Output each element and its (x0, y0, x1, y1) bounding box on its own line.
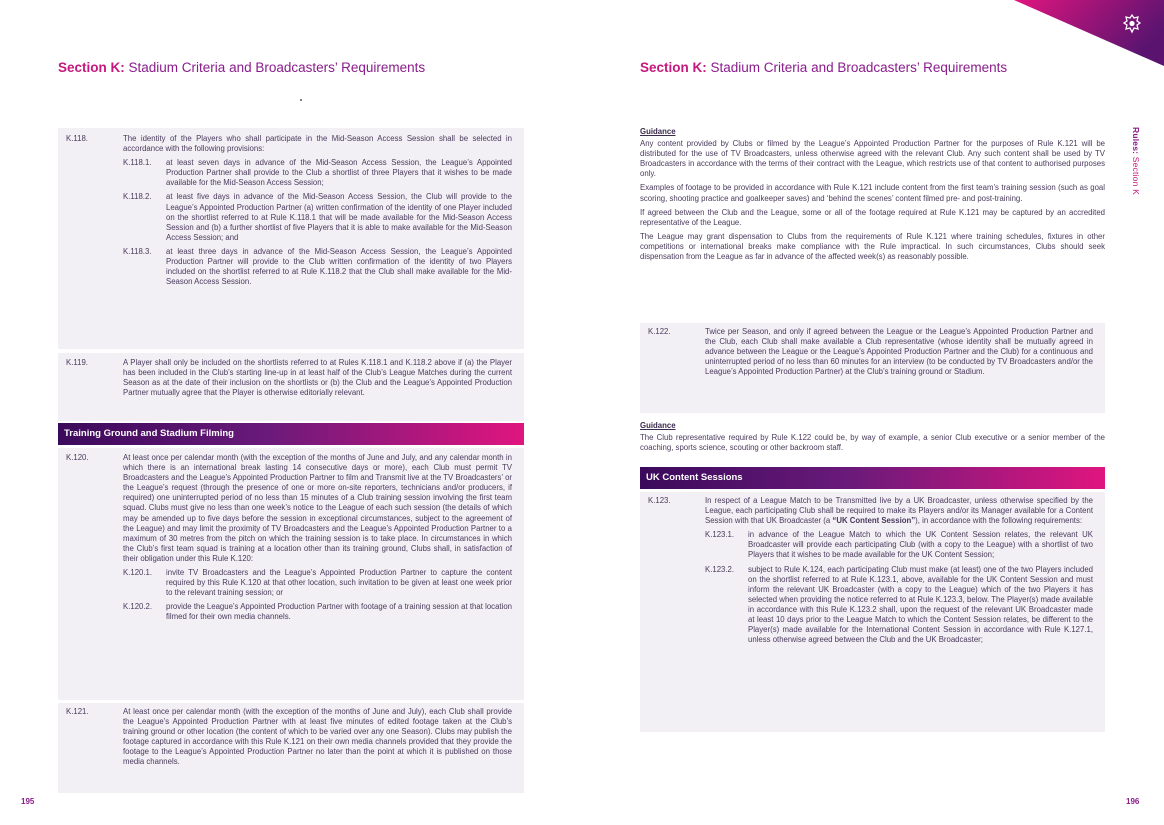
rule-text: At least once per calendar month (with the exception of the months of June and July), each Club shall provide the League’s Appointed Production Partner with at least five minutes of edited footage taken at the Club’s training ground or other location (the content of which to be varied over any one Season). Clubs may publish the footage captured in accordance with this Rule K.121 on their own media channels provided that they provide the footage to the League’s Appointed Production Partner no later than the point at which it is published on those media channels. (123, 707, 512, 767)
sub-rule-number: K.120.2. (123, 602, 153, 612)
page-mark-dot (300, 99, 302, 101)
guidance-title: Guidance (640, 421, 676, 430)
sub-rule-number: K.123.1. (705, 530, 735, 540)
rule-number: K.122. (648, 327, 671, 336)
rule-number: K.118. (66, 134, 88, 143)
sub-rule-number: K.118.1. (123, 158, 152, 168)
guidance-paragraph: The League may grant dispensation to Clubs from the requirements of Rule K.121 where training schedules, fixtures in other competitions or international breaks make compliance with the Rule impractical. In such circumstances, Clubs should seek dispensation from the League as far in advance of the affected week(s) as reasonably possible. (640, 231, 1105, 262)
rule-k119 (58, 353, 524, 421)
rule-number: K.119. (66, 358, 88, 367)
guidance-paragraph: The Club representative required by Rule K.122 could be, by way of example, a senior Club executive or a senior member of the coaching, sports science, scouting or other backroom staff. (640, 433, 1105, 453)
corner-brand-shape (1014, 0, 1164, 72)
sub-rule-number: K.120.1. (123, 568, 153, 578)
rule-text: In respect of a League Match to be Transmitted live by a UK Broadcaster, unless otherwise specified by the League, each participating Club shall be required to make its Players and/or its Manager available for a Content Session with that UK Broadcaster (a “UK Content Session”), in accordance with the following requirements: (705, 496, 1093, 526)
section-header-right: Section K: Stadium Criteria and Broadcasters’ Requirements (640, 60, 1008, 75)
sub-rule-number: K.118.2. (123, 192, 152, 202)
guidance-paragraph: If agreed between the Club and the League, some or all of the footage required at Rule K.121 may be captured by an accredited representative of the League. (640, 207, 1105, 227)
guidance-title: Guidance (640, 127, 676, 136)
section-header-left: Section K: Stadium Criteria and Broadcasters’ Requirements (58, 60, 426, 75)
sub-rule-text: at least five days in advance of the Mid-Season Access Session, the Club will provide to the League’s Appointed Production Partner (a) written confirmation of the identity of one Player included on the shortlist referred to at Rule K.118.1 that will be made available for the Mid-Season Access Session and (b) a further shortlist of five Players that it is able to make available for the Mid-Season Access Session; and (166, 192, 512, 242)
guidance-paragraph: Examples of footage to be provided in accordance with Rule K.121 include content from the first team’s training session (such as goal scoring, shooting practice and goalkeeper saves) and ‘behind the scenes’ content filmed pre- and post-training. (640, 183, 1105, 203)
sub-rule-text: subject to Rule K.124, each participating Club must make (at least) one of the two Players included on the shortlist referred to at Rule K.123.1, above, available for the UK Content Session and must inform the relevant UK Broadcaster (with a copy to the League) which of the two Players it has selected when providing the notice referred to at Rule K.123.3, below. The Player(s) made available in accordance with this Rule K.123.2 shall, upon the request of the relevant UK Broadcaster made at least 10 days prior to the League Match to which the Content Session relates, be different to the Player(s) made available for the International Content Session in accordance with Rule K.127.1, unless otherwise agreed between the Club and the UK Broadcaster; (748, 564, 1093, 645)
guidance-k122 (640, 421, 1105, 457)
rule-k120 (58, 448, 524, 700)
rule-text: The identity of the Players who shall participate in the Mid-Season Access Session shall be selected in accordance with the following provisions: (123, 134, 512, 154)
sub-rule-text: in advance of the League Match to which the UK Content Session relates, the relevant UK Broadcaster will provide each participating Club (with a copy to the League) with a shortlist of two Players that it wishes to be made available for the UK Content Session; (748, 530, 1093, 560)
rule-k118 (58, 128, 524, 349)
guidance-paragraph: Any content provided by Clubs or filmed by the League’s Appointed Production Partner for the purposes of Rule K.121 will be distributed for the use of TV Broadcasters, unless otherwise agreed with the relevant Club. Any such content shall be used by TV Broadcasters in accordance with the terms of their contract with the League, which restricts use of that content to authorised purposes only. (640, 139, 1105, 179)
lion-crest-icon (1120, 12, 1144, 36)
rule-text: Twice per Season, and only if agreed between the League or the League’s Appointed Production Partner and the Club, each Club shall make available a Club representative (whose identity shall be mutually agreed in advance between the League or the League’s Appointed Production Partner and the Club) for a continuous and uninterrupted period of no less than 60 minutes for an interview (to be conducted by TV Broadcasters and/or the League’s Appointed Production Partner) at the Club’s training ground or Stadium. (705, 327, 1093, 377)
sub-rule-number: K.118.3. (123, 246, 152, 256)
defined-term: “UK Content Session” (832, 516, 916, 526)
section-bar-uk-content: UK Content Sessions (640, 467, 1105, 489)
rule-number: K.120. (66, 453, 89, 462)
rule-text: At least once per calendar month (with the exception of the months of June and July, and any calendar month in which there is an international break lasting 14 consecutive days or more), each Club must permit TV Broadcasters and the League’s Appointed Production Partner to film and Transmit live at the TV Broadcasters’ or the League’s request (through the presence of one or more on-site reporters, technicians and/or producers, if required) one uninterrupted period of no less than 15 minutes of a Club training session involving the first team squad. Clubs must give no less than one week’s notice to the League of each such session (the details of which may be amended up to five days before the session in exceptional circumstances, subject to the agreement of the League) and may limit the proximity of TV Broadcasters and the League’s Appointed Production Partner to a maximum of 30 metres from the pitch on which the training session is to take place. In circumstances in which the Club’s first team squad is training at a location other than its training ground, Clubs shall, in satisfaction of their obligation under this Rule K.120: (123, 453, 512, 563)
rule-number: K.121. (66, 707, 89, 716)
rule-text: A Player shall only be included on the shortlists referred to at Rules K.118.1 and K.118.2 above if (a) the Player has been included in the Club’s starting line-up in at least half of the Club’s League Matches during the current Season as at the date of their inclusion on the shortlists or (b) the Club and the League’s Appointed Production Partner mutually agree that the Player is otherwise editorially relevant. (123, 358, 512, 398)
side-tab-rules-section-k[interactable]: Rules: Section K (1131, 127, 1141, 195)
rule-number: K.123. (648, 496, 671, 505)
page-number-right: 196 (1126, 797, 1140, 806)
rule-k123 (640, 492, 1105, 732)
rule-k121 (58, 703, 524, 793)
sub-rule-text: invite TV Broadcasters and the League’s Appointed Production Partner to capture the content required by this Rule K.120 at that other location, such invitation to be given at least one week prior to the relevant training session; or (166, 568, 512, 598)
rule-k122 (640, 323, 1105, 413)
guidance-k121 (640, 127, 1105, 266)
page-number-left: 195 (21, 797, 35, 806)
section-bar-training: Training Ground and Stadium Filming (58, 423, 524, 445)
right-page (582, 0, 1164, 825)
sub-rule-number: K.123.2. (705, 564, 735, 574)
sub-rule-text: at least three days in advance of the Mid-Season Access Session, the League’s Appointed Production Partner will provide to the Club written confirmation of the identity of two Players included on the shortlist referred to at Rule K.118.2 that the Club shall make available for the Mid-Season Access Session. (166, 246, 512, 287)
sub-rule-text: at least seven days in advance of the Mid-Season Access Session, the League’s Appointed Production Partner shall provide to the Club a shortlist of three Players that it wishes to be made available for the Mid-Season Access Session; (166, 158, 512, 188)
sub-rule-text: provide the League’s Appointed Production Partner with footage of a training session at that location filmed for their own media channels. (166, 602, 512, 622)
